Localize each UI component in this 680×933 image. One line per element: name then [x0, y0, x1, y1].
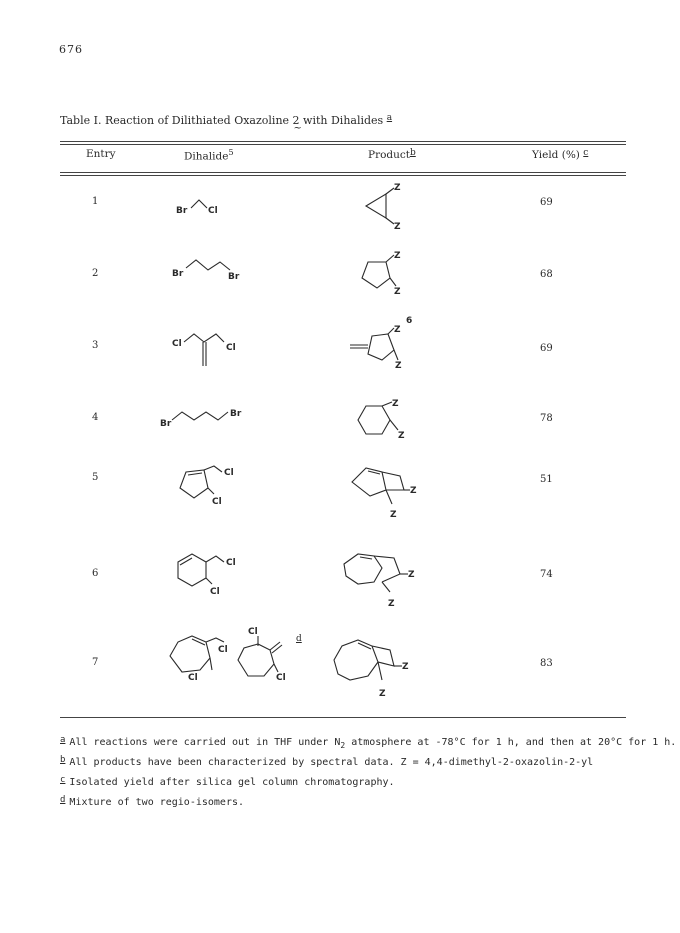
tilde-mark: ~	[293, 123, 302, 134]
footnote-d: d Mixture of two regio-isomers.	[60, 795, 245, 808]
svg-text:Br: Br	[228, 272, 240, 282]
svg-text:Cl: Cl	[212, 497, 222, 507]
svg-text:Z: Z	[402, 662, 409, 672]
svg-text:Br: Br	[160, 419, 172, 429]
caption-footnote-mark: a	[386, 113, 393, 123]
svg-text:Z: Z	[392, 399, 399, 409]
svg-text:Z: Z	[408, 570, 415, 580]
table-top-rule	[60, 141, 626, 142]
table-caption	[60, 113, 393, 134]
svg-text:Z: Z	[379, 689, 386, 699]
svg-text:Cl: Cl	[248, 627, 258, 637]
header-rule-2	[60, 175, 626, 176]
product-2-structure	[352, 248, 412, 298]
yield-5: 51	[540, 474, 553, 485]
product-3-structure	[342, 310, 432, 370]
yield-1: 69	[540, 197, 553, 208]
yield-6: 74	[540, 569, 553, 580]
footnote-b: b All products have been characterized by spectral data. Z = 4,4-dimethyl-2-oxazolin-2-yl	[60, 755, 594, 768]
dihalide-6-structure	[166, 548, 246, 600]
svg-text:Br: Br	[176, 206, 188, 216]
svg-text:Z: Z	[394, 183, 401, 193]
caption-text: Table I. Reaction of Dilithiated Oxazoline	[60, 114, 293, 127]
yield-4: 78	[540, 413, 553, 424]
product-5-structure	[342, 462, 432, 522]
svg-text:Z: Z	[395, 361, 402, 371]
svg-text:Z: Z	[394, 287, 401, 297]
svg-text:Br: Br	[172, 269, 184, 279]
entry-2: 2	[92, 268, 99, 279]
dihalide-5-structure	[168, 462, 248, 512]
dihalide-1-structure	[170, 190, 230, 220]
product-4-structure	[344, 396, 414, 446]
svg-text:Z: Z	[388, 599, 395, 609]
product-6-structure	[338, 546, 428, 610]
caption-compound: 2	[292, 114, 300, 127]
svg-text:Cl: Cl	[276, 673, 286, 683]
entry-7-footnote-mark: d	[296, 634, 302, 644]
caption-text-2: with Dihalides	[299, 114, 387, 127]
dihalide-2-structure	[168, 258, 248, 286]
header-entry: Entry	[86, 148, 116, 160]
svg-text:Z: Z	[394, 222, 401, 232]
dihalide-3-structure	[170, 330, 242, 370]
yield-2: 68	[540, 269, 553, 280]
svg-text:Z: Z	[398, 431, 405, 441]
entry-4: 4	[92, 412, 99, 423]
table-top-rule-2	[60, 144, 626, 145]
footnote-a: a All reactions were carried out in THF under $N_2$ atmosphere at -78°C for 1 h, and then at 20°C for 1 h.	[60, 735, 677, 750]
yield-3: 69	[540, 343, 553, 354]
entry-3: 3	[92, 340, 99, 351]
svg-text:Cl: Cl	[172, 339, 182, 349]
svg-text:Z: Z	[390, 510, 397, 520]
header-dihalide: Dihalide$^5$	[184, 148, 234, 163]
svg-text:Cl: Cl	[208, 206, 218, 216]
svg-text:Cl: Cl	[210, 587, 220, 597]
header-yield: Yield (%) c	[532, 148, 589, 161]
entry-5: 5	[92, 472, 99, 483]
entry-6: 6	[92, 568, 99, 579]
header-product: Productb	[368, 148, 416, 161]
page-number: 676	[59, 43, 83, 56]
svg-text:Z: Z	[410, 486, 417, 496]
svg-text:Z: Z	[394, 251, 401, 261]
svg-text:Cl: Cl	[226, 558, 236, 568]
svg-text:Z: Z	[394, 325, 401, 335]
svg-text:Cl: Cl	[226, 343, 236, 353]
svg-text:Cl: Cl	[224, 468, 234, 478]
svg-text:Br: Br	[230, 409, 242, 419]
entry-1: 1	[92, 196, 99, 207]
product-7-structure	[328, 636, 428, 706]
dihalide-4-structure	[158, 404, 248, 434]
svg-text:6: 6	[406, 316, 413, 326]
product-1-structure	[358, 176, 418, 232]
table-bottom-rule	[60, 717, 626, 718]
entry-7: 7	[92, 657, 99, 668]
header-rule	[60, 172, 626, 173]
svg-text:Cl: Cl	[188, 673, 198, 683]
footnote-c: c Isolated yield after silica gel column chromatography.	[60, 775, 395, 788]
yield-7: 83	[540, 658, 553, 669]
svg-text:Cl: Cl	[218, 645, 228, 655]
